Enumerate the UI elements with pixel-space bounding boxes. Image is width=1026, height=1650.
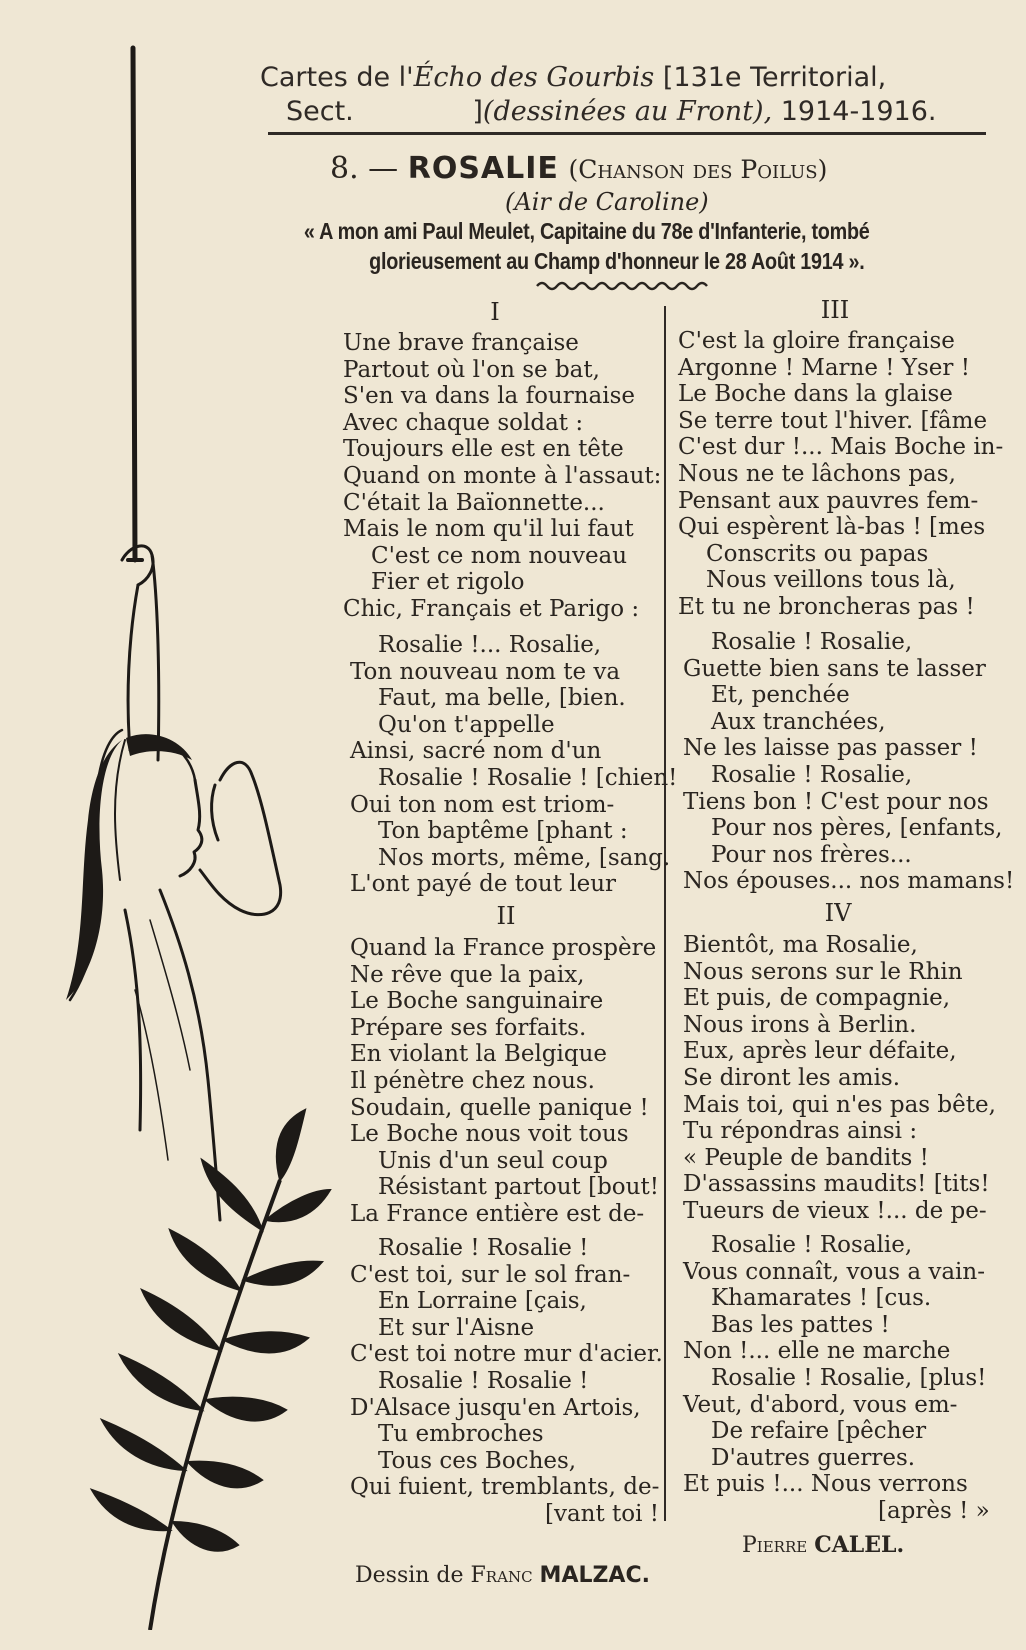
verse-line: Guette bien sans te lasser [683,655,986,682]
verse-line: Rosalie !... Rosalie, [378,632,602,658]
verse-line: [vant toi ! [545,1500,660,1527]
stanza-2-number: II [496,902,516,930]
dedication-line-1: « A mon ami Paul Meulet, Capitaine du 78e d'Infanterie, tombé [303,218,870,244]
verse-line: Eux, après leur défaite, [683,1038,957,1065]
verse-line: Prépare ses forfaits. [350,1014,587,1041]
verse-line: S'en va dans la fournaise [343,383,636,410]
drawing-credit [355,1563,650,1588]
verse-line: [après ! » [878,1497,990,1524]
verse-line: Faut, ma belle, [bien. [378,685,626,712]
verse-line: C'est dur !... Mais Boche in- [678,434,1004,461]
stanza-4-number: IV [824,899,852,927]
verse-line: Oui ton nom est triom- [350,791,615,818]
verse-line: « Peuple de bandits ! [683,1144,929,1171]
verse-line: Et puis !... Nous verrons [683,1471,968,1498]
verse-line: Nos épouses... nos mamans! [683,868,1015,895]
author-last-name: CALEL. [814,1532,905,1558]
drawing-prefix: Dessin de [355,1563,464,1588]
verse-line: En Lorraine [çais, [378,1288,587,1315]
verse-line: En violant la Belgique [350,1041,608,1068]
verse-line: Tu répondras ainsi : [683,1118,918,1145]
section-label: Sect. [286,96,354,127]
artist-last-name: MALZAC. [539,1563,650,1588]
verse-line: Pour nos frères... [711,841,912,868]
verse-line: Ton nouveau nom te va [350,658,621,685]
verse-line: Nous veillons tous là, [706,567,956,594]
artist-first-name: Franc [470,1563,533,1588]
verse-line: Rosalie ! Rosalie, [plus! [711,1364,987,1391]
verse-line: Et puis, de compagnie, [683,985,951,1012]
verse-line: C'est ce nom nouveau [371,542,628,569]
dedication [290,216,883,276]
verse-line: Une brave française [343,330,579,356]
verse-line: Ne les laisse pas passer ! [683,735,978,762]
verse-line: Et sur l'Aisne [378,1314,535,1341]
verse-line: Mais toi, qui n'es pas bête, [683,1091,996,1118]
header-line-2 [286,96,937,127]
verse-line: La France entière est de- [350,1200,645,1227]
bayonet-woman-illustration [30,40,360,1630]
verse-line: Rosalie ! Rosalie ! [378,1235,589,1261]
verse-line: D'autres guerres. [711,1444,916,1471]
stanza-2-refrain [350,1235,663,1528]
verse-line: Tu embroches [378,1421,544,1448]
stanza-1-refrain [350,632,677,898]
header-line-1 [260,62,886,93]
verse-line: C'est la gloire française [678,328,955,354]
verse-line: Rosalie ! Rosalie ! [378,1367,589,1394]
verse-line: Mais le nom qu'il lui faut [343,516,634,543]
stanza-4-refrain [683,1232,990,1525]
verse-line: Quand on monte à l'assaut: [343,462,662,489]
verse-line: Tueurs de vieux !... de pe- [683,1197,987,1224]
verse-line: Quand la France prospère [350,935,657,961]
verse-line: Se diront les amis. [683,1064,901,1091]
verse-line: Avec chaque soldat : [343,409,584,436]
bracket: ] [472,96,483,127]
column-divider [664,306,666,1521]
verse-line: Vous connaît, vous a vain- [683,1258,985,1285]
verse-line: D'Alsace jusqu'en Artois, [350,1394,641,1421]
song-title [330,151,827,186]
verse-line: Rosalie ! Rosalie, [711,629,913,655]
verse-line: Unis d'un seul coup [378,1147,608,1174]
song-number: 8. — [330,151,399,186]
verse-line: Rosalie ! Rosalie, [711,1232,913,1258]
verse-line: Soudain, quelle panique ! [350,1094,649,1121]
verse-line: Fier et rigolo [371,569,525,596]
regiment: [131e Territorial, [662,62,887,93]
verse-line: Le Boche dans la glaise [678,381,953,408]
verse-line: Le Boche sanguinaire [350,988,604,1015]
verse-line: Qui espèrent là-bas ! [mes [678,514,986,541]
verse-line: Ne rêve que la paix, [350,961,585,988]
author-credit [742,1532,904,1558]
verse-line: Aux tranchées, [711,708,886,735]
dedication-line-2: glorieusement au Champ d'honneur le 28 Août 1914 ». [369,248,865,274]
verse-line: C'était la Baïonnette... [343,489,605,516]
verse-line: Et, penchée [711,682,850,709]
verse-line: L'ont payé de tout leur [350,871,617,898]
verse-line: C'est toi notre mur d'acier. [350,1341,663,1368]
journal-name: Écho des Gourbis [413,62,655,93]
verse-line: D'assassins maudits! [tits! [683,1171,990,1198]
verse-line: Bas les pattes ! [711,1311,890,1338]
verse-line: Veut, d'abord, vous em- [683,1391,958,1418]
verse-line: Qu'on t'appelle [378,711,555,738]
stanza-1-number: I [490,298,500,326]
verse-line: Se terre tout l'hiver. [fâme [678,407,988,434]
header-divider [268,132,986,135]
verse-line: Khamarates ! [cus. [711,1285,932,1312]
verse-line: Tous ces Boches, [378,1447,577,1474]
author-first-name: Pierre [742,1533,808,1558]
verse-line: Chic, Français et Parigo : [343,595,640,622]
verse-line: Tiens bon ! C'est pour nos [683,788,989,815]
verse-line: Ainsi, sacré nom d'un [350,738,602,765]
verse-line: Ton baptême [phant : [378,818,628,845]
verse-line: Pour nos pères, [enfants, [711,815,1003,842]
stanza-3 [678,328,1003,621]
verse-line: Nous serons sur le Rhin [683,958,963,985]
verse-line: Résistant partout [bout! [378,1174,659,1201]
stanza-4 [683,932,996,1225]
verse-line: Conscrits ou papas [706,540,929,567]
verse-line: Le Boche nous voit tous [350,1121,629,1148]
verse-line: C'est toi, sur le sol fran- [350,1261,631,1288]
verse-line: Nos morts, même, [sang. [378,844,671,871]
verse-line: Et tu ne broncheras pas ! [678,593,975,620]
verse-line: Argonne ! Marne ! Yser ! [678,354,970,381]
verse-line: Partout où l'on se bat, [343,356,600,383]
stanza-1 [343,330,661,623]
drawn-note: (dessinées au Front), [482,96,773,127]
stanza-3-number: III [820,296,850,324]
verse-line: Bientôt, ma Rosalie, [683,932,918,958]
verse-line: Nous ne te lâchons pas, [678,460,956,487]
ornament-squiggle [535,280,715,292]
song-name: ROSALIE [407,151,559,186]
song-air: (Air de Caroline) [505,188,709,216]
song-subtitle: (Chanson des Poilus) [568,155,828,184]
stanza-2 [350,935,659,1228]
stanza-3-refrain [683,629,1014,895]
verse-line: Rosalie ! Rosalie, [711,761,913,788]
verse-line: Pensant aux pauvres fem- [678,487,979,514]
verse-line: Il pénètre chez nous. [350,1067,595,1094]
verse-line: Toujours elle est en tête [343,436,624,463]
years: 1914-1916. [780,96,937,127]
verse-line: Non !... elle ne marche [683,1338,951,1365]
header-prefix: Cartes de l' [260,62,414,93]
verse-line: De refaire [pêcher [711,1418,927,1445]
verse-line: Qui fuient, tremblants, de- [350,1474,660,1501]
verse-line: Nous irons à Berlin. [683,1011,917,1038]
verse-line: Rosalie ! Rosalie ! [chien! [378,764,678,791]
